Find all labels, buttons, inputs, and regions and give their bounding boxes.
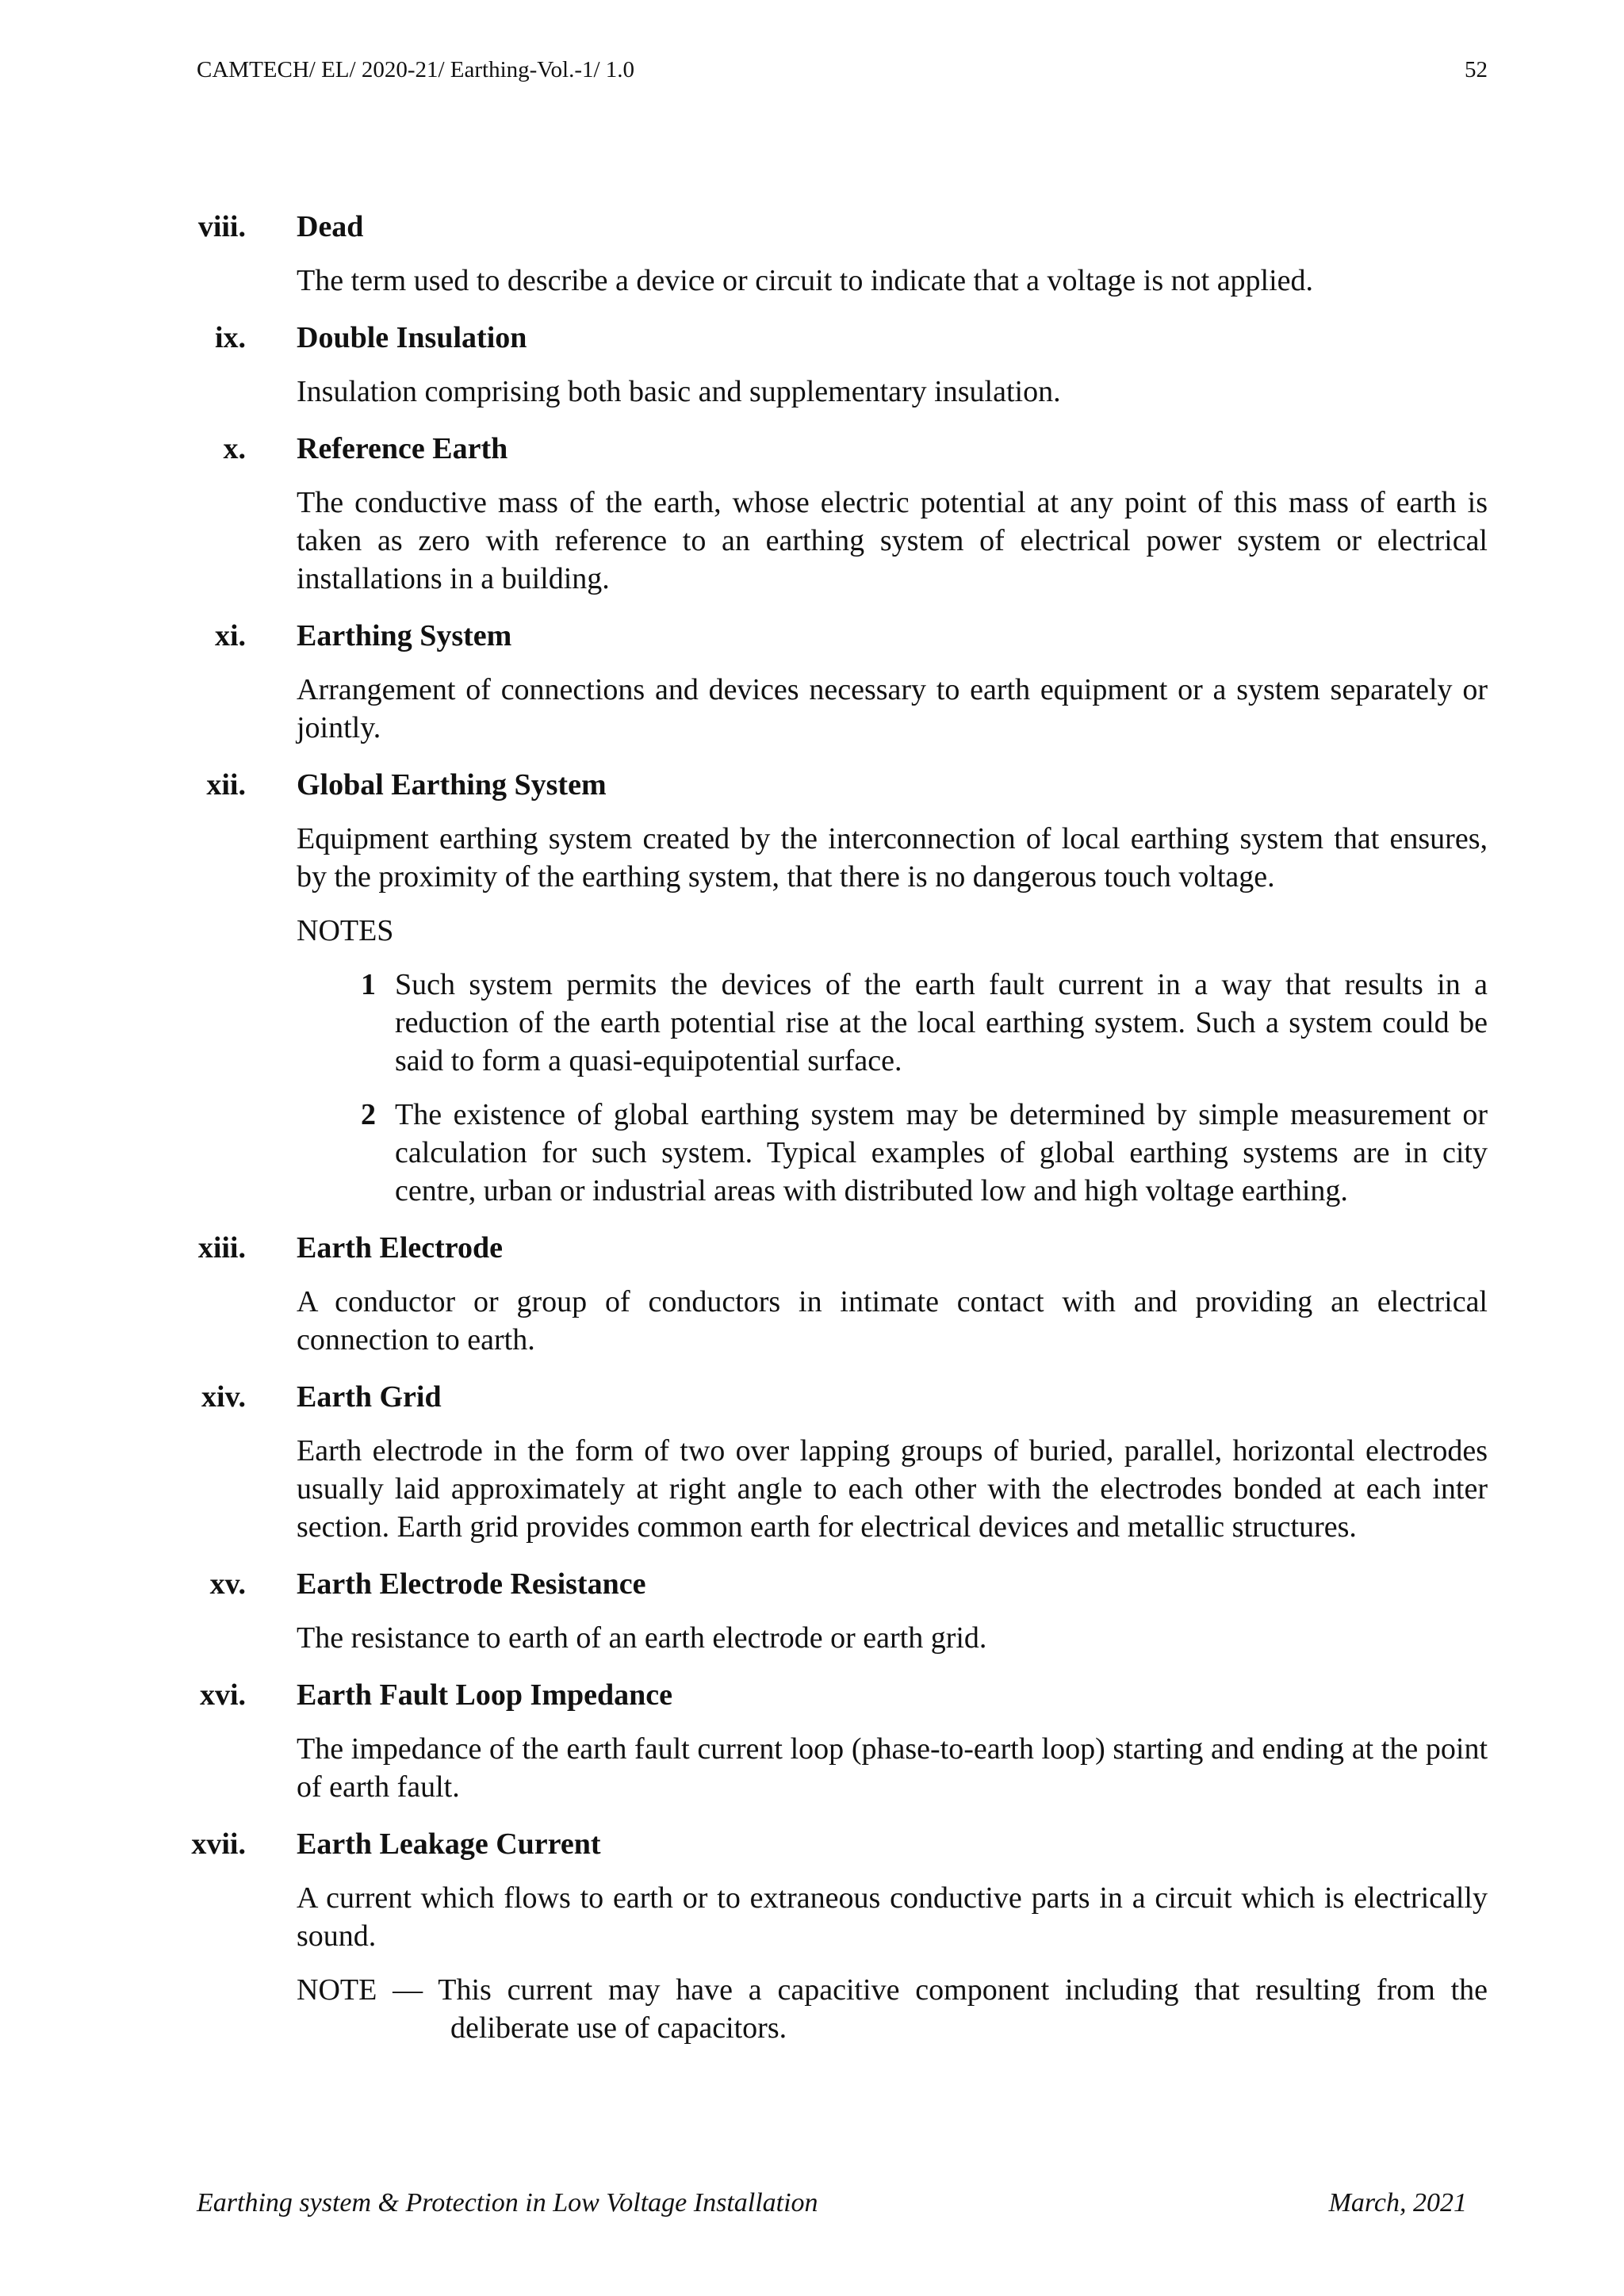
notes-label: NOTES [297,914,394,947]
term-number: xiv. [201,1380,246,1414]
footer-date: March, 2021 [1328,2188,1467,2218]
term-title: Reference Earth [297,432,508,465]
term-earth-leakage-current [190,1825,1488,2047]
note-item [297,1096,1488,1210]
term-earth-electrode-resistance [190,1565,1488,1657]
term-title: Earthing System [297,619,512,652]
term-definition: The conductive mass of the earth, whose electric potential at any point of this mass of earth is taken as zero with reference to an earthing system of electrical power system or electrical installations in a building. [297,486,1488,595]
term-earth-fault-loop-impedance [190,1676,1488,1806]
term-definition: The resistance to earth of an earth electrode or earth grid. [297,1621,987,1655]
doc-reference: CAMTECH/ EL/ 2020-21/ Earthing-Vol.-1/ 1.0 [197,57,635,82]
term-number: xiii. [197,1231,246,1265]
note-text: The existence of global earthing system may be determined by simple measurement or calculation for such system. Typical examples of global earthing systems are in city centre, urban or industrial areas with distributed low and high voltage earthing. [395,1098,1488,1207]
term-number: viii. [197,210,246,243]
term-title: Earth Leakage Current [297,1827,601,1861]
term-number: xvi. [199,1678,246,1712]
term-title: Global Earthing System [297,768,607,802]
footer-title: Earthing system & Protection in Low Voltage Installation [197,2188,818,2218]
term-title: Earth Grid [297,1380,442,1414]
definitions-list [190,208,1488,2066]
term-note: NOTE — This current may have a capacitive component including that resulting from the deliberate use of capacitors. [297,1973,1488,2045]
term-title: Double Insulation [297,321,527,354]
term-number: ix. [214,321,246,354]
term-definition: Arrangement of connections and devices necessary to earth equipment or a system separately or jointly. [297,673,1488,744]
term-title: Earth Electrode [297,1231,503,1265]
term-reference-earth [190,430,1488,598]
term-definition: A current which flows to earth or to extraneous conductive parts in a circuit which is electrically sound. [297,1881,1488,1953]
term-definition: The term used to describe a device or circuit to indicate that a voltage is not applied. [297,264,1314,297]
term-earth-grid [190,1378,1488,1546]
page-footer [197,2187,1467,2220]
page-header [197,55,1488,84]
term-global-earthing-system [190,766,1488,1210]
note-number: 2 [361,1098,376,1131]
term-double-insulation [190,319,1488,411]
term-title: Dead [297,210,364,243]
note-text: Such system permits the devices of the earth fault current in a way that results in a reduction of the earth potential rise at the local earthing system. Such a system could be said to form a quasi-equipotential surface. [395,968,1488,1077]
term-definition: Earth electrode in the form of two over lapping groups of buried, parallel, horizontal electrodes usually laid approximately at right angle to each other with the electrodes bonded at each inter section. Earth grid provides common earth for electrical devices and metallic structures. [297,1434,1488,1544]
term-number: x. [223,432,246,465]
term-earth-electrode [190,1229,1488,1359]
term-definition: Equipment earthing system created by the interconnection of local earthing system that ensures, by the proximity of the earthing system, that there is no dangerous touch voltage. [297,822,1488,894]
term-number: xv. [209,1567,246,1601]
term-title: Earth Electrode Resistance [297,1567,646,1601]
term-definition: A conductor or group of conductors in intimate contact with and providing an electrical connection to earth. [297,1285,1488,1357]
term-dead [190,208,1488,300]
term-number: xii. [206,768,246,802]
note-item [297,966,1488,1080]
term-number: xvii. [191,1827,246,1861]
term-title: Earth Fault Loop Impedance [297,1678,672,1712]
term-definition: The impedance of the earth fault current loop (phase-to-earth loop) starting and ending at the point of earth fault. [297,1732,1488,1804]
term-definition: Insulation comprising both basic and supplementary insulation. [297,375,1061,408]
page-number: 52 [1465,57,1488,82]
term-number: xi. [214,619,246,652]
term-earthing-system [190,617,1488,747]
note-number: 1 [361,968,376,1001]
